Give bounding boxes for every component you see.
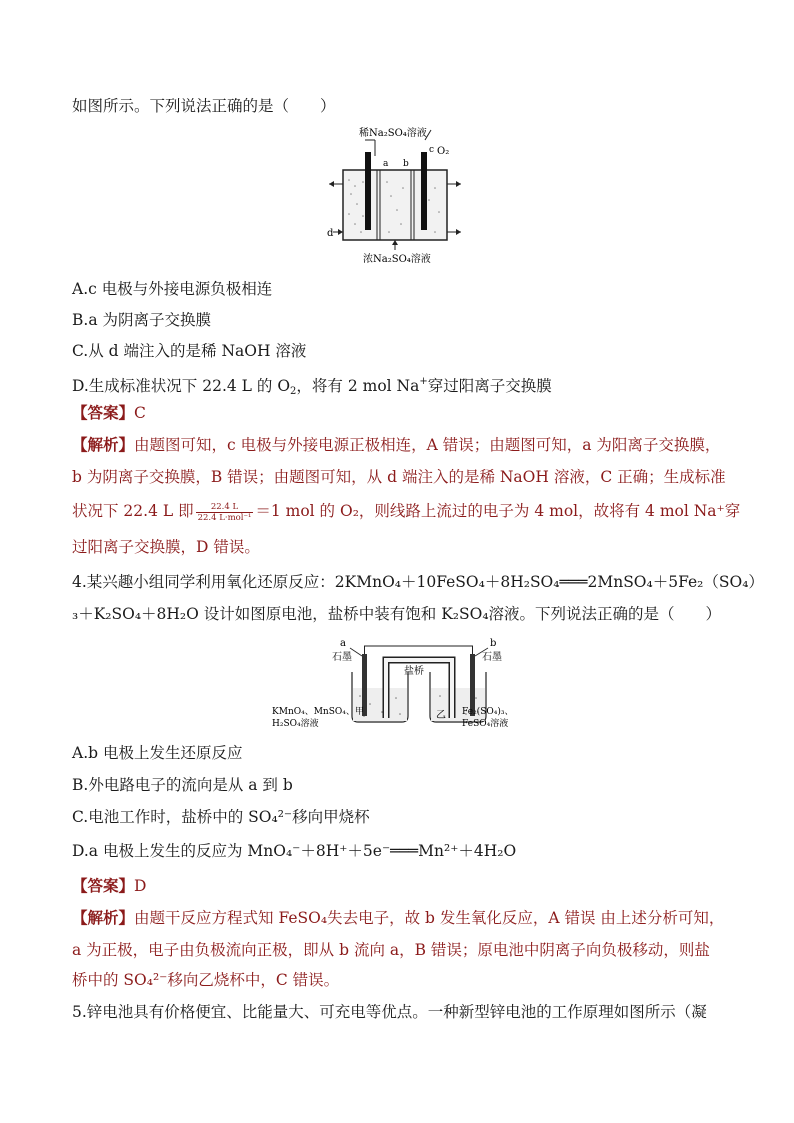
label-a: a [383, 159, 389, 169]
q3-analysis-line-2: b 为阴离子交换膜，B 错误；由题图可知，从 d 端注入的是稀 NaOH 溶液，C 正确；生成标准 [72, 468, 726, 486]
q3-option-d-sup: + [419, 376, 428, 387]
q4-option-d: D.a 电极上发生的反应为 MnO₄⁻＋8H⁺＋5e⁻═══Mn²⁺＋4H₂O [72, 842, 517, 860]
q3-stem-tail: 如图所示。下列说法正确的是（ ） [72, 97, 336, 115]
electrolysis-cell-diagram [325, 122, 465, 272]
q3-option-d-mid: ，将有 2 mol Na [296, 377, 420, 395]
q3-analysis-line-4: 过阳离子交换膜，D 错误。 [72, 538, 260, 556]
label-c: c [429, 145, 435, 155]
q4-analysis-line-3: 桥中的 SO₄²⁻移向乙烧杯中，C 错误。 [72, 971, 340, 989]
label-graphite-right: 石墨 [482, 652, 502, 663]
fraction-numerator: 22.4 L [196, 502, 254, 513]
q3-answer-value: C [134, 404, 146, 422]
q4-stem-line-1: 4.某兴趣小组同学利用氧化还原反应：2KMnO₄＋10FeSO₄＋8H₂SO₄═══2MnSO₄＋5Fe₂（SO₄） [72, 573, 764, 591]
q4-answer-value: D [134, 877, 147, 895]
q3-answer [72, 403, 146, 423]
label-b: b [403, 159, 409, 169]
q3-analysis-line-3 [72, 501, 740, 523]
q5-stem-line-1: 5.锌电池具有价格便宜、比能量大、可充电等优点。一种新型锌电池的工作原理如图所示（凝 [72, 1003, 707, 1021]
label-top-solution: 稀Na₂SO₄溶液 [359, 128, 427, 139]
q3-analysis-line-1 [72, 435, 720, 455]
q3-option-d-post: 穿过阳离子交换膜 [427, 377, 552, 395]
molar-fraction [196, 502, 254, 523]
q3-option-b: B.a 为阴离子交换膜 [72, 311, 211, 329]
q3-analysis-text-3a: 状况下 22.4 L 即 [72, 502, 194, 520]
q3-option-d [72, 372, 552, 402]
q4-option-b: B.外电路电子的流向是从 a 到 b [72, 776, 293, 794]
label-right-solution-1: Fe₂(SO₄)₃、 [462, 707, 514, 717]
label-electrode-a: a [340, 638, 346, 649]
label-d: d [327, 228, 334, 239]
q4-option-a: A.b 电极上发生还原反应 [72, 744, 243, 762]
q4-answer [72, 876, 146, 896]
q4-answer-tag: 【答案】 [72, 876, 135, 895]
label-left-solution-2: H₂SO₄溶液 [272, 719, 319, 729]
q3-option-a: A.c 电极与外接电源负极相连 [72, 280, 273, 298]
fraction-denominator: 22.4 L·mol⁻¹ [197, 512, 252, 523]
label-salt-bridge: 盐桥 [404, 666, 424, 677]
q3-option-d-sub: 2 [290, 386, 297, 397]
q3-option-d-pre: D.生成标准状况下 22.4 L 的 O [72, 377, 291, 395]
q4-analysis-tag: 【解析】 [72, 908, 135, 927]
label-electrode-b: b [490, 638, 497, 649]
q3-analysis-text-1: 由题图可知，c 电极与外接电源正极相连，A 错误；由题图可知，a 为阳离子交换膜， [134, 436, 721, 454]
q4-option-c: C.电池工作时，盐桥中的 SO₄²⁻移向甲烧杯 [72, 808, 370, 826]
label-bottom-solution: 浓Na₂SO₄溶液 [363, 254, 431, 265]
galvanic-cell-diagram [270, 634, 530, 734]
q4-analysis-line-2: a 为正极，电子由负极流向正极，即从 b 流向 a，B 错误；原电池中阴离子向负极移动，则盐 [72, 941, 710, 959]
q4-galvanic-cell-figure [270, 634, 530, 734]
q4-analysis-text-1: 由题干反应方程式知 FeSO₄失去电子，故 b 发生氧化反应，A 错误 由上述分析可知， [134, 909, 725, 927]
q3-analysis-text-3b: ＝1 mol 的 O₂，则线路上流过的电子为 4 mol，故将有 4 mol Na⁺穿 [255, 502, 741, 520]
q3-option-c: C.从 d 端注入的是稀 NaOH 溶液 [72, 342, 307, 360]
label-left-solution-1: KMnO₄、MnSO₄、甲 [272, 707, 364, 717]
label-right-solution-2: FeSO₄溶液 [462, 719, 509, 729]
label-right-beaker: 乙 [436, 710, 446, 721]
q3-analysis-tag: 【解析】 [72, 435, 135, 454]
q4-stem-line-2: ₃＋K₂SO₄＋8H₂O 设计如图原电池，盐桥中装有饱和 K₂SO₄溶液。下列说法正确的是（ ） [72, 605, 722, 623]
label-graphite-left: 石墨 [332, 652, 352, 663]
q3-electrolysis-figure [325, 122, 465, 272]
q4-analysis-line-1 [72, 908, 724, 928]
q3-answer-tag: 【答案】 [72, 403, 135, 422]
label-o2: O₂ [437, 146, 450, 157]
